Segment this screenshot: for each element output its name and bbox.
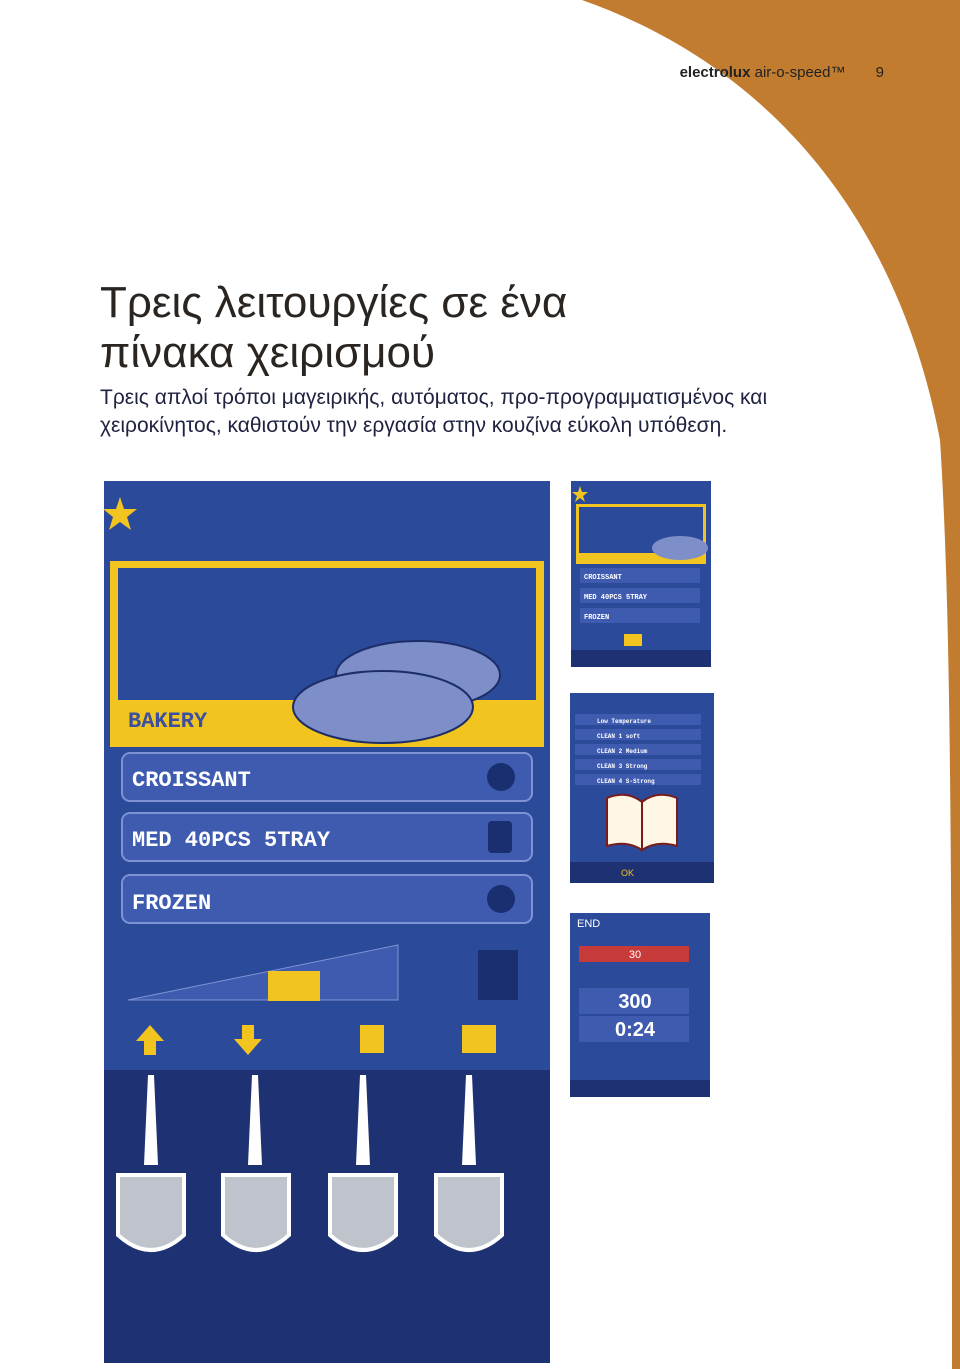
recipe-mode-panel	[567, 690, 717, 886]
recipe-ok-label: OK	[621, 868, 635, 878]
title-line-1: Τρεις λειτουργίες σε ένα	[100, 278, 568, 327]
section-auto-line: φούρνος air-o-speed™	[748, 589, 891, 605]
load-icon	[488, 821, 512, 853]
section-pre-line: και ο φούρνος	[748, 803, 836, 819]
section-auto-line: φρέσκο ή καταψυγμένο,	[748, 532, 897, 548]
cook-level-icon	[487, 763, 515, 791]
section-auto-heading: Αυτόματος	[748, 475, 820, 491]
section-manual-line: οριζόμενη εσωτερική	[748, 1040, 877, 1056]
section-pre-line: συνταγή της αρεσκείας	[748, 765, 890, 781]
key-2	[223, 1175, 289, 1250]
brand-name: electrolux	[679, 64, 751, 81]
doneness-indicator	[268, 971, 320, 1001]
auto-row-1: CROISSANT	[584, 574, 622, 582]
recipe-item-1: Low Temperature	[597, 718, 652, 725]
section-manual-line: την θερμοκρασία.	[748, 964, 857, 980]
product-name: air-o-speed™	[754, 64, 846, 81]
section-manual-line: βοήθεια του πολύ	[748, 1078, 857, 1094]
manual-setpoint: 300	[618, 991, 652, 1013]
section-manual	[748, 906, 928, 1115]
section-manual-line: ή μαγειρέψτε σε μία	[748, 1021, 871, 1037]
section-pre-line: εκ των προτέρων την	[748, 746, 880, 762]
section-manual-line: μαγειρέματος. Ορίστε	[748, 945, 881, 961]
recipe-item-3: CLEAN 2 Medium	[597, 748, 648, 755]
section-auto-line: Επιλέξτε τον τύπο	[748, 494, 860, 510]
key-3	[330, 1175, 396, 1250]
auto-bread-icon	[652, 536, 708, 560]
main-row-1: CROISSANT	[132, 768, 251, 793]
save-icon	[360, 1025, 384, 1053]
section-manual-line: καθορισμένο χρόνο	[748, 1002, 870, 1018]
section-auto	[748, 474, 928, 645]
title-line-2: πίνακα χειρισμού	[100, 328, 436, 377]
page-title	[100, 278, 800, 378]
section-pre-line: Εύκολα προγραμματίστε	[748, 727, 900, 743]
recipe-item-5: CLEAN 4 S-Strong	[597, 778, 655, 785]
key-1	[118, 1175, 184, 1250]
section-pre-heading: Προ –	[748, 689, 787, 705]
section-pre-heading: προγραμματισμένος	[748, 708, 885, 724]
section-manual-line: – αισθητήρα 6 σημείων.	[748, 1097, 896, 1113]
recipe-item-4: CLEAN 3 Strong	[597, 763, 648, 770]
auto-row-3: FROZEN	[584, 614, 610, 622]
category-label: BAKERY	[128, 709, 208, 734]
section-auto-line: φαγητών, το φορτίο,	[748, 513, 873, 529]
page-header	[680, 64, 884, 81]
section-pre-line: σας. Πιέστε το πλήκτρο	[748, 784, 893, 800]
page-number: 9	[875, 64, 884, 81]
section-pre-line: τις οδηγίες σας.	[748, 841, 846, 857]
section-manual-heading: Χειροκίνητος	[748, 907, 835, 923]
manual-temp: 30	[628, 949, 642, 961]
frozen-icon	[487, 885, 515, 913]
section-manual-line: θερμοκρασία με τη	[748, 1059, 865, 1075]
manual-mode-panel	[567, 910, 713, 1100]
recipe-item-2: CLEAN 1 soft	[597, 733, 641, 740]
main-row-2: MED 40PCS 5TRAY	[132, 828, 331, 853]
recipe-book-icon	[607, 795, 677, 850]
manual-time: 0:24	[614, 1019, 656, 1041]
page-subtitle: Τρεις απλοί τρόποι μαγειρικής, αυτόματος, προ-προγραμματισμένος και χειροκίνητος, καθιστούν την εργασία στην κουζίνα εύκολη υπόθεση.	[100, 386, 768, 437]
manual-end-label: END	[577, 918, 601, 930]
section-auto-line: υπόλοιπα.	[748, 627, 812, 643]
tools-icon	[462, 1025, 496, 1053]
main-control-panel	[98, 475, 556, 1369]
section-pre-line: air-o-speed™ ακολουθεί	[748, 822, 899, 838]
section-manual-line: Μαγειρέψτε σε ένα	[748, 983, 865, 999]
section-auto-line: αυτόματα κάνει όλα τα	[748, 608, 886, 624]
auto-mode-panel	[568, 478, 714, 670]
browning-icon	[478, 950, 518, 1000]
section-preprogrammed	[748, 688, 928, 859]
auto-row-2: MED 40PCS 5TRAY	[584, 594, 648, 602]
key-4	[436, 1175, 502, 1250]
section-auto-line: μαγειρέματος και ο	[748, 570, 865, 586]
main-row-3: FROZEN	[132, 891, 212, 916]
section-auto-line: την πληρότητα του	[748, 551, 864, 567]
section-manual-line: Ορίστε τον τρόπο	[748, 926, 857, 942]
